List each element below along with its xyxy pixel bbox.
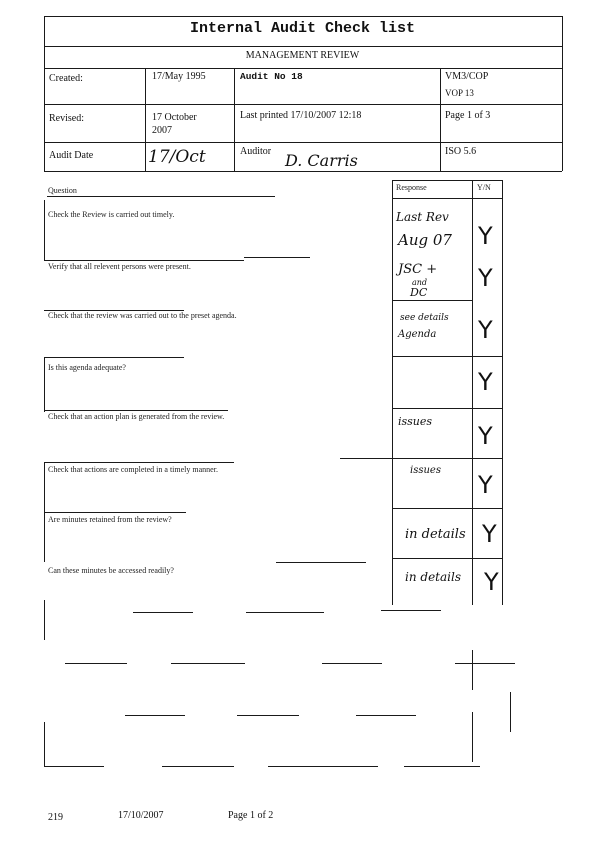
- document-subtitle: MANAGEMENT REVIEW: [245, 50, 360, 61]
- yn-row-6: Y: [478, 471, 493, 499]
- auditor-label: Auditor: [240, 146, 272, 157]
- yn-row-8: Y: [484, 568, 499, 596]
- auditor-handwritten: D. Carris: [285, 151, 358, 170]
- question-row-8: Can these minutes be accessed readily?: [48, 566, 174, 575]
- last-printed: Last printed 17/10/2007 12:18: [240, 110, 362, 121]
- response-row-2-line1: JSC +: [398, 262, 438, 277]
- response-row-7: in details: [405, 527, 466, 542]
- response-row-1-line1: Last Rev: [396, 210, 449, 224]
- audit-date-label: Audit Date: [49, 150, 94, 161]
- yn-row-4: Y: [478, 368, 493, 396]
- revised-value-line2: 2007: [152, 125, 172, 136]
- question-row-5: Check that an action plan is generated from the review.: [48, 412, 225, 421]
- question-row-1: Check the Review is carried out timely.: [48, 210, 175, 219]
- footer-date: 17/10/2007: [118, 810, 164, 821]
- question-row-7: Are minutes retained from the review?: [48, 515, 172, 524]
- audit-number: Audit No 18: [240, 71, 303, 82]
- response-row-2-line3: DC: [410, 286, 428, 299]
- response-row-2-line2: and: [412, 278, 428, 287]
- document-title: Internal Audit Check list: [189, 20, 416, 37]
- created-label: Created:: [49, 73, 83, 84]
- revised-label: Revised:: [49, 113, 84, 124]
- yn-row-3: Y: [478, 316, 493, 344]
- iso-reference: ISO 5.6: [445, 146, 477, 157]
- footer-number: 219: [48, 812, 63, 823]
- revised-value-line1: 17 October: [152, 112, 197, 123]
- yn-row-7: Y: [482, 520, 497, 548]
- footer-page: Page 1 of 2: [228, 810, 274, 821]
- response-row-5: issues: [398, 415, 433, 428]
- response-row-3-line1: see details: [400, 313, 449, 323]
- question-row-6: Check that actions are completed in a timely manner.: [48, 465, 218, 474]
- yn-row-5: Y: [478, 422, 493, 450]
- created-value: 17/May 1995: [152, 71, 206, 82]
- doc-ref-1: VM3/COP: [445, 71, 489, 82]
- yn-row-2: Y: [478, 264, 493, 292]
- yn-row-1: Y: [478, 222, 493, 250]
- response-row-1-line2: Aug 07: [398, 231, 452, 249]
- response-row-3-line2: Agenda: [398, 329, 437, 340]
- response-row-6: issues: [410, 465, 441, 476]
- question-row-4: Is this agenda adequate?: [48, 363, 126, 372]
- yn-header: Y/N: [477, 183, 491, 192]
- audit-date-handwritten: 17/Oct: [148, 147, 206, 167]
- question-row-2: Verify that all relevent persons were present.: [48, 262, 191, 271]
- page-of-header: Page 1 of 3: [445, 110, 491, 121]
- doc-ref-2: VOP 13: [445, 88, 474, 98]
- question-header: Question: [48, 186, 77, 195]
- question-row-3: Check that the review was carried out to the preset agenda.: [48, 311, 237, 320]
- response-row-8: in details: [405, 570, 461, 584]
- response-header: Response: [396, 183, 427, 192]
